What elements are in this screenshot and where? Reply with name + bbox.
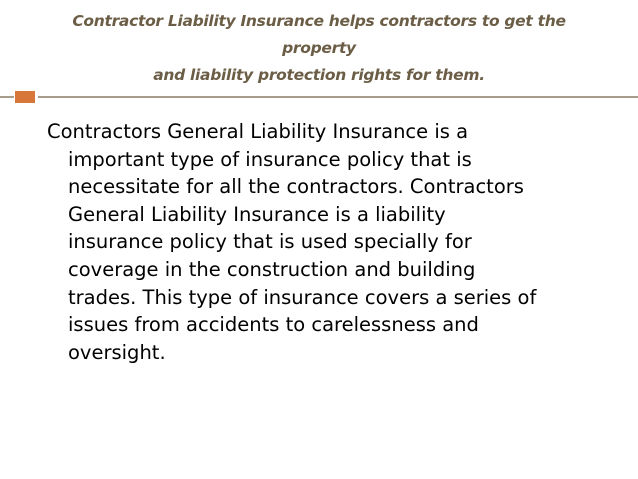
title-line-2: property [282, 39, 356, 57]
title-divider-left [0, 96, 14, 98]
body-line-1: Contractors General Liability Insurance is a [47, 120, 469, 143]
body-line-7: trades. This type of insurance covers a series of [68, 285, 537, 309]
body-line-9: oversight. [68, 340, 166, 364]
body-line-3: necessitate for all the contractors. Contractors [68, 175, 524, 199]
body-line-8: issues from accidents to carelessness and [68, 313, 479, 337]
body-paragraph [47, 118, 627, 366]
body-line-2: important type of insurance policy that is [68, 147, 472, 171]
accent-square [15, 91, 35, 103]
body-line-5: insurance policy that is used specially for [68, 230, 472, 254]
slide-title [40, 8, 598, 89]
body-line-4: General Liability Insurance is a liability [68, 202, 446, 226]
title-divider-right [38, 96, 638, 98]
body-line-6: coverage in the construction and building [68, 257, 476, 281]
title-line-1: Contractor Liability Insurance helps contractors to get the [72, 12, 566, 30]
title-line-3: and liability protection rights for them. [153, 66, 485, 84]
